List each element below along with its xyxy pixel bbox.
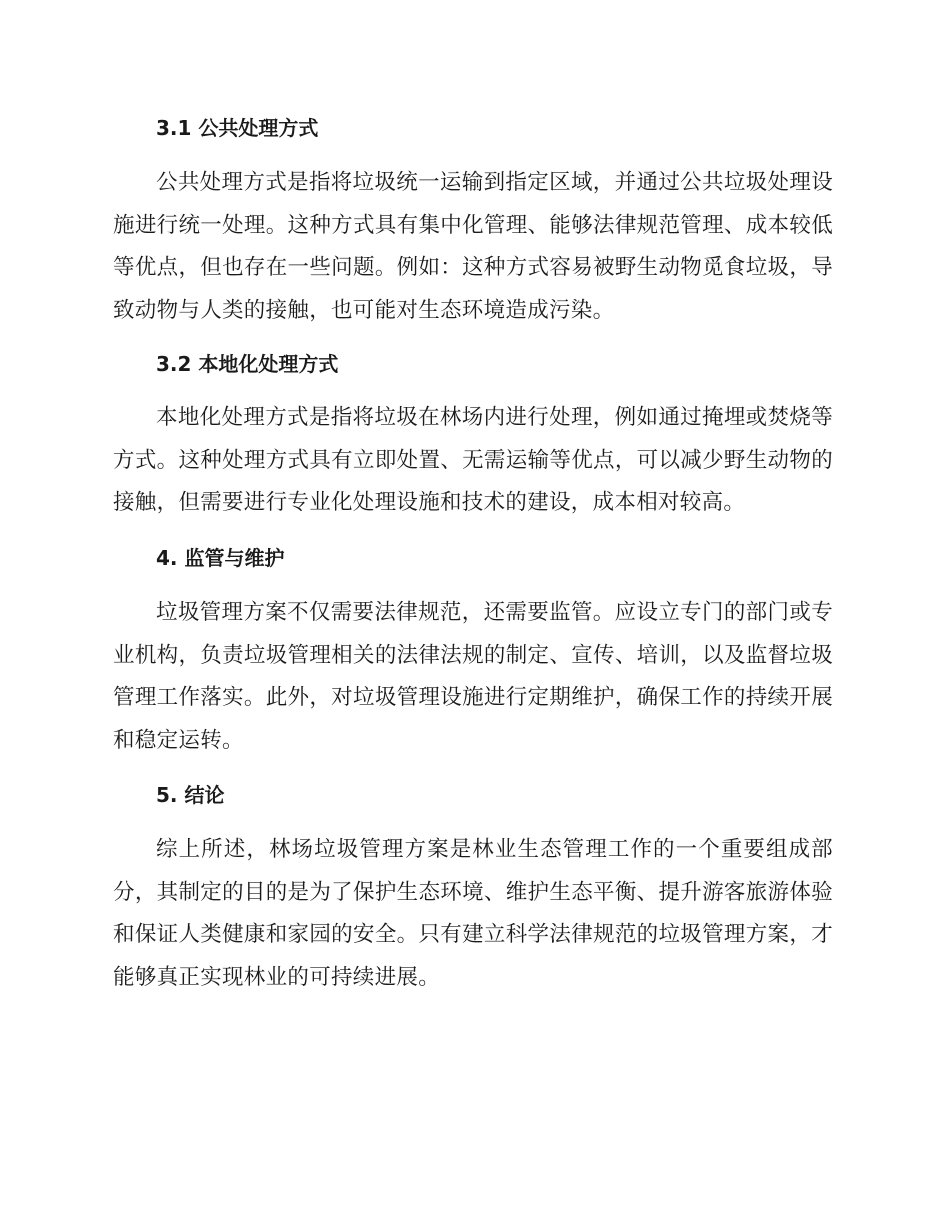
section-paragraph-3-2: 本地化处理方式是指将垃圾在林场内进行处理，例如通过掩埋或焚烧等方式。这种处理方式具有立即处置、无需运输等优点，可以减少野生动物的接触，但需要进行专业化处理设施和技术的建设，成本相对较高。 [113,405,833,515]
section-heading-3-2: 3.2 本地化处理方式 [156,352,339,376]
section-paragraph-3-1: 公共处理方式是指将垃圾统一运输到指定区域，并通过公共垃圾处理设施进行统一处理。这种方式具有集中化管理、能够法律规范管理、成本较低等优点，但也存在一些问题。例如：这种方式容易被野生动物觅食垃圾，导致动物与人类的接触，也可能对生态环境造成污染。 [113,170,833,323]
section-heading-4: 4. 监管与维护 [156,546,285,570]
section-heading-5: 5. 结论 [156,783,225,807]
section-heading-3-1: 3.1 公共处理方式 [156,116,319,140]
section-paragraph-4: 垃圾管理方案不仅需要法律规范，还需要监管。应设立专门的部门或专业机构，负责垃圾管理相关的法律法规的制定、宣传、培训，以及监督垃圾管理工作落实。此外，对垃圾管理设施进行定期维护，确保工作的持续开展和稳定运转。 [113,600,833,753]
section-paragraph-5: 综上所述，林场垃圾管理方案是林业生态管理工作的一个重要组成部分，其制定的目的是为了保护生态环境、维护生态平衡、提升游客旅游体验和保证人类健康和家园的安全。只有建立科学法律规范的垃圾管理方案，才能够真正实现林业的可持续进展。 [113,837,833,990]
